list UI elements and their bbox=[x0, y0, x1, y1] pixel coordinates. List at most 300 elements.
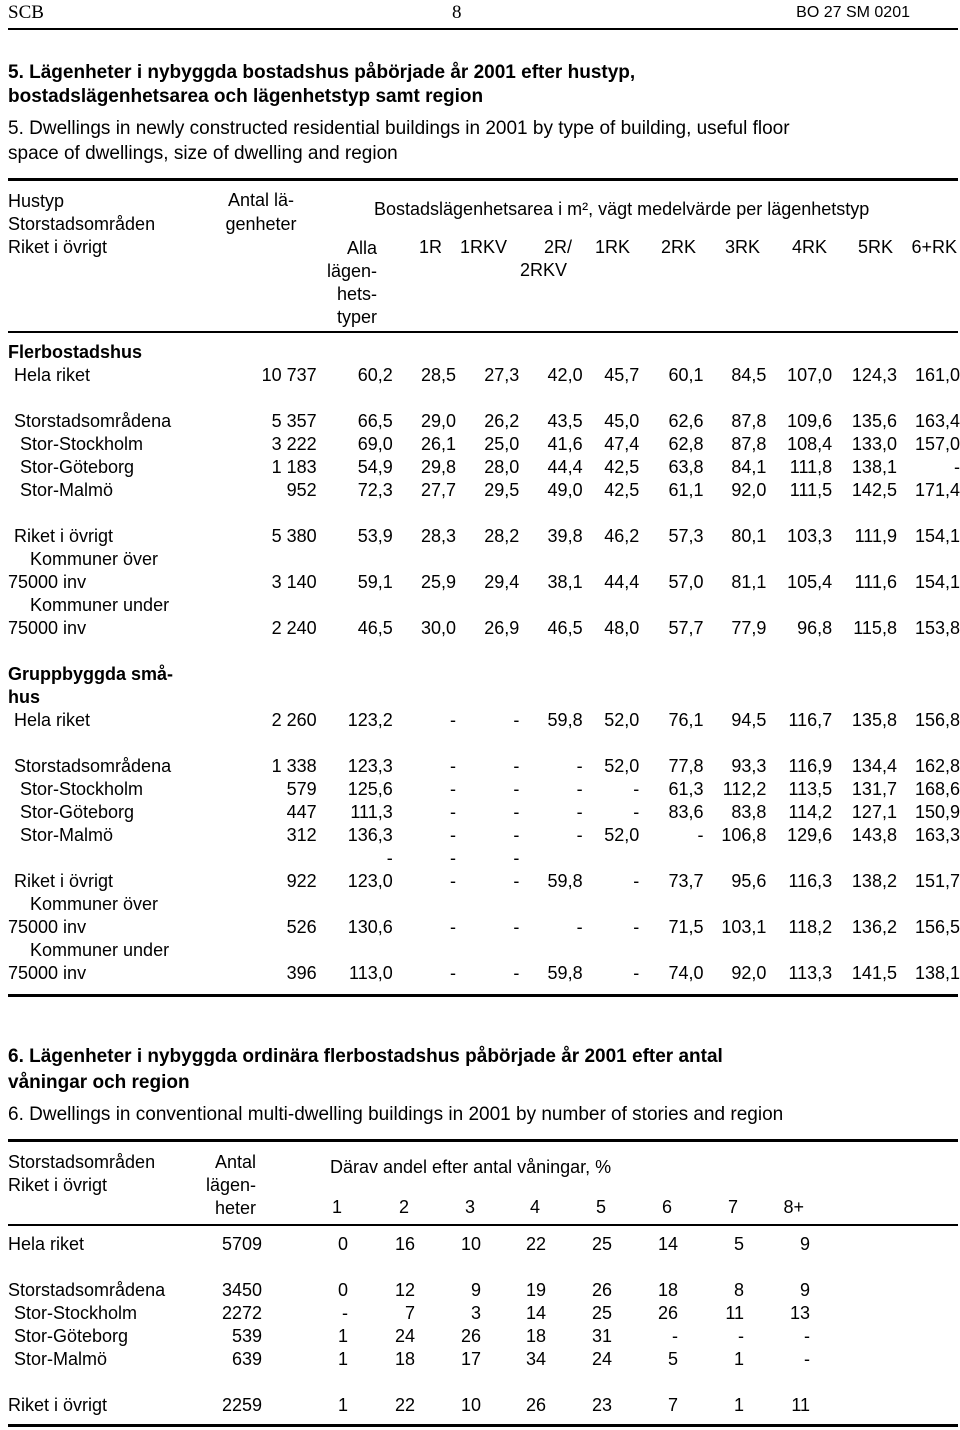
table6-title-sv-1: 6. Lägenheter i nybyggda ordinära flerbostadshus påbörjade år 2001 efter antal bbox=[8, 1046, 723, 1067]
table5-type-6: 4RK bbox=[791, 237, 827, 257]
table-cell bbox=[519, 640, 582, 663]
table-cell: 162,8 bbox=[914, 756, 960, 776]
table-cell bbox=[348, 1371, 415, 1394]
table-cell: 77,9 bbox=[731, 618, 767, 638]
table-cell bbox=[481, 1256, 546, 1279]
table-cell: 157,0 bbox=[914, 434, 960, 454]
table-cell bbox=[393, 548, 456, 571]
table-cell bbox=[766, 341, 832, 364]
table-cell: 105,4 bbox=[787, 572, 833, 592]
table-cell: 111,3 bbox=[350, 802, 393, 822]
table-cell: 1 bbox=[733, 1395, 744, 1415]
table-cell bbox=[583, 732, 640, 755]
table-cell: - bbox=[633, 917, 640, 937]
table-cell bbox=[583, 594, 640, 617]
table-row bbox=[8, 1371, 810, 1394]
table-cell: 151,7 bbox=[914, 871, 960, 891]
table-cell bbox=[704, 893, 767, 916]
table-cell: 74,0 bbox=[668, 963, 704, 983]
table5-title-sv-1: 5. Lägenheter i nybyggda bostadshus påbörjade år 2001 efter hustyp, bbox=[8, 62, 636, 83]
table-cell bbox=[583, 893, 640, 916]
table-row bbox=[8, 801, 960, 824]
table-row bbox=[8, 847, 960, 870]
table-cell: 63,8 bbox=[668, 457, 704, 477]
table-cell: 10 737 bbox=[261, 365, 317, 385]
table-cell bbox=[456, 686, 519, 709]
table-cell: 44,4 bbox=[604, 572, 640, 592]
table-cell: 131,7 bbox=[851, 779, 897, 799]
table-cell: 123,0 bbox=[347, 871, 393, 891]
table-cell bbox=[832, 939, 897, 962]
table-cell bbox=[897, 939, 960, 962]
table-cell: 154,1 bbox=[914, 572, 960, 592]
table-cell: 62,8 bbox=[668, 434, 704, 454]
table6-head-share: Därav andel efter antal våningar, % bbox=[330, 1157, 612, 1177]
table5-type-2rkv: 2RKV bbox=[520, 260, 568, 280]
table-cell bbox=[639, 502, 703, 525]
table-cell bbox=[249, 939, 316, 962]
table-cell bbox=[639, 939, 703, 962]
table5-body bbox=[8, 341, 960, 985]
table-row bbox=[8, 686, 960, 709]
table5-head-antal: Antal lä- genheter bbox=[225, 190, 297, 234]
table-row bbox=[8, 433, 960, 456]
table-cell bbox=[456, 640, 519, 663]
table-cell: 76,1 bbox=[668, 710, 704, 730]
table-cell bbox=[704, 686, 767, 709]
table-cell: 52,0 bbox=[604, 710, 640, 730]
table-cell: 26,1 bbox=[420, 434, 457, 454]
table-cell: 12 bbox=[394, 1280, 415, 1300]
table-cell: 125,6 bbox=[347, 779, 393, 799]
row-label bbox=[8, 1371, 176, 1394]
table-cell bbox=[249, 594, 316, 617]
table5-type-7: 5RK bbox=[857, 237, 893, 257]
table-cell: 579 bbox=[286, 779, 317, 799]
table-cell: 109,6 bbox=[787, 411, 833, 431]
table-cell: 5 357 bbox=[271, 411, 317, 431]
table-cell: - bbox=[386, 848, 393, 868]
table-cell: 23 bbox=[591, 1395, 612, 1415]
table-cell: 9 bbox=[799, 1280, 810, 1300]
table-cell bbox=[897, 594, 960, 617]
row-label: Kommuner under bbox=[30, 595, 170, 615]
table-cell: 29,8 bbox=[420, 457, 457, 477]
table-cell: - bbox=[576, 756, 583, 776]
table-cell: 5 bbox=[733, 1234, 744, 1254]
table-cell bbox=[546, 1256, 612, 1279]
table-cell bbox=[393, 594, 456, 617]
table-cell: 8 bbox=[733, 1280, 744, 1300]
row-label: Flerbostadshus bbox=[8, 342, 143, 362]
table-cell: - bbox=[954, 457, 960, 477]
row-label: hus bbox=[8, 687, 41, 707]
row-label: Storstadsområdena bbox=[14, 411, 172, 431]
table-cell: 95,6 bbox=[731, 871, 767, 891]
table-cell bbox=[704, 502, 767, 525]
table-cell: 7 bbox=[667, 1395, 678, 1415]
table-cell bbox=[897, 548, 960, 571]
table-cell: 113,5 bbox=[788, 779, 833, 799]
table-cell bbox=[262, 1256, 348, 1279]
table-cell bbox=[415, 1371, 481, 1394]
table6-head-rule bbox=[8, 1224, 958, 1226]
table-cell: 111,6 bbox=[854, 572, 897, 592]
table-cell: 28,5 bbox=[420, 365, 457, 385]
table5-type-4: 2RK bbox=[660, 237, 696, 257]
table-cell: 18 bbox=[657, 1280, 678, 1300]
table-cell: 60,1 bbox=[668, 365, 704, 385]
table-cell bbox=[639, 663, 703, 686]
table-cell bbox=[832, 732, 897, 755]
table-cell: 59,8 bbox=[547, 871, 583, 891]
table-cell: 14 bbox=[525, 1303, 546, 1323]
table-cell: - bbox=[576, 825, 583, 845]
row-label bbox=[8, 847, 249, 870]
table5-title-en-2: space of dwellings, size of dwelling and region bbox=[8, 143, 398, 164]
table-cell bbox=[317, 341, 393, 364]
table-cell bbox=[832, 663, 897, 686]
table-cell: 46,2 bbox=[604, 526, 640, 546]
table-cell bbox=[832, 594, 897, 617]
table-row bbox=[8, 640, 960, 663]
table-cell: 9 bbox=[799, 1234, 810, 1254]
table-cell: 16 bbox=[394, 1234, 415, 1254]
table5-type-2: 2R/ bbox=[543, 237, 572, 257]
table-cell: 59,1 bbox=[357, 572, 393, 592]
table6-floor-3: 4 bbox=[529, 1197, 540, 1217]
table6-floor-1: 2 bbox=[398, 1197, 409, 1217]
table-cell: - bbox=[513, 917, 520, 937]
table6-floor-6: 7 bbox=[727, 1197, 738, 1217]
table-cell: 92,0 bbox=[731, 480, 767, 500]
table-row bbox=[8, 916, 960, 939]
table-cell: - bbox=[738, 1326, 744, 1346]
table6-top-rule bbox=[8, 1139, 958, 1142]
row-label: Riket i övrigt bbox=[14, 526, 114, 546]
table-cell: 2 240 bbox=[271, 618, 317, 638]
table-cell: 29,5 bbox=[484, 480, 520, 500]
row-label: Storstadsområdena bbox=[14, 756, 172, 776]
table-row bbox=[8, 1256, 810, 1279]
table-cell bbox=[897, 686, 960, 709]
table-cell: 136,2 bbox=[851, 917, 897, 937]
row-label bbox=[8, 387, 249, 410]
table-row bbox=[8, 1302, 810, 1325]
table-cell: - bbox=[633, 963, 640, 983]
table-cell bbox=[456, 387, 519, 410]
table5-grid bbox=[8, 341, 960, 985]
table5-type-0: 1R bbox=[418, 237, 442, 257]
table-cell: - bbox=[513, 825, 520, 845]
table-cell bbox=[415, 1256, 481, 1279]
table-cell: 93,3 bbox=[731, 756, 767, 776]
table-cell bbox=[519, 893, 582, 916]
table-cell: - bbox=[450, 779, 457, 799]
table-cell: 539 bbox=[231, 1326, 262, 1346]
table-cell: 103,3 bbox=[787, 526, 833, 546]
table-cell: 113,3 bbox=[788, 963, 833, 983]
table-cell: 143,8 bbox=[851, 825, 897, 845]
table-cell: 77,8 bbox=[668, 756, 704, 776]
table-cell: 60,2 bbox=[357, 365, 393, 385]
table-cell: 138,2 bbox=[851, 871, 897, 891]
row-label: Stor-Malmö bbox=[20, 825, 114, 845]
table-cell bbox=[897, 732, 960, 755]
table-cell bbox=[704, 847, 767, 870]
table-cell: 1 bbox=[337, 1326, 348, 1346]
table-cell: 922 bbox=[286, 871, 317, 891]
table-cell: - bbox=[576, 779, 583, 799]
table-cell bbox=[897, 341, 960, 364]
table-cell: 25,9 bbox=[420, 572, 457, 592]
row-label: Kommuner över bbox=[30, 894, 159, 914]
table-row bbox=[8, 387, 960, 410]
table-cell: 72,3 bbox=[357, 480, 393, 500]
table-cell: - bbox=[672, 1326, 678, 1346]
table-cell bbox=[639, 594, 703, 617]
table-cell: 107,0 bbox=[787, 365, 833, 385]
table-cell bbox=[704, 341, 767, 364]
table-cell: 49,0 bbox=[547, 480, 583, 500]
table-cell: 31 bbox=[591, 1326, 612, 1346]
table-cell: 113,0 bbox=[349, 963, 393, 983]
table-cell bbox=[766, 640, 832, 663]
table-cell bbox=[639, 341, 703, 364]
table-cell: 27,7 bbox=[420, 480, 457, 500]
table-row bbox=[8, 939, 960, 962]
table-cell bbox=[393, 939, 456, 962]
table-cell bbox=[897, 387, 960, 410]
row-label: Stor-Stockholm bbox=[20, 779, 144, 799]
table-cell: 73,7 bbox=[668, 871, 704, 891]
table-cell: 57,7 bbox=[668, 618, 704, 638]
table-cell bbox=[456, 939, 519, 962]
table5-type-3: 1RK bbox=[594, 237, 630, 257]
table-cell: - bbox=[513, 963, 520, 983]
table-cell: 46,5 bbox=[357, 618, 393, 638]
table-row bbox=[8, 1325, 810, 1348]
table-cell: 136,3 bbox=[347, 825, 393, 845]
table-cell: 135,6 bbox=[851, 411, 897, 431]
row-label: Stor-Stockholm bbox=[20, 434, 144, 454]
row-label bbox=[8, 732, 249, 755]
table-cell bbox=[897, 847, 960, 870]
table-cell bbox=[456, 732, 519, 755]
table-cell bbox=[583, 387, 640, 410]
table-cell bbox=[456, 594, 519, 617]
table-cell: 66,5 bbox=[357, 411, 393, 431]
table-cell: 22 bbox=[394, 1395, 415, 1415]
table-cell bbox=[897, 893, 960, 916]
table-cell bbox=[317, 502, 393, 525]
table-cell bbox=[456, 663, 519, 686]
table-cell bbox=[249, 341, 316, 364]
row-label: Stor-Göteborg bbox=[20, 802, 135, 822]
table-cell: 123,2 bbox=[347, 710, 393, 730]
table-cell: - bbox=[697, 825, 704, 845]
table-cell bbox=[519, 594, 582, 617]
table6-title-sv-2: våningar och region bbox=[8, 1072, 190, 1093]
table-cell: 9 bbox=[470, 1280, 481, 1300]
table-row bbox=[8, 617, 960, 640]
table-cell bbox=[317, 594, 393, 617]
table-cell: 29,0 bbox=[420, 411, 457, 431]
table-cell bbox=[678, 1256, 744, 1279]
table-cell: - bbox=[804, 1326, 810, 1346]
table-cell bbox=[832, 847, 897, 870]
table-cell: - bbox=[450, 917, 457, 937]
table-cell bbox=[393, 686, 456, 709]
table-cell bbox=[639, 847, 703, 870]
table-cell bbox=[766, 686, 832, 709]
row-label: Stor-Stockholm bbox=[14, 1303, 138, 1323]
table-cell: 526 bbox=[286, 917, 317, 937]
table5-type-5: 3RK bbox=[724, 237, 760, 257]
table-cell bbox=[583, 341, 640, 364]
table-cell: 81,1 bbox=[731, 572, 767, 592]
table-cell bbox=[317, 893, 393, 916]
table-cell bbox=[519, 732, 582, 755]
table-row bbox=[8, 456, 960, 479]
table-cell: 1 bbox=[337, 1395, 348, 1415]
table-cell bbox=[766, 502, 832, 525]
table-cell: - bbox=[576, 802, 583, 822]
table-cell bbox=[612, 1256, 678, 1279]
table-cell: 44,4 bbox=[547, 457, 583, 477]
table5-head-alla: Alla lägen- hets- typer bbox=[326, 238, 377, 327]
table-cell bbox=[583, 663, 640, 686]
table-cell: 28,2 bbox=[484, 526, 520, 546]
table6-bottom-rule bbox=[8, 1424, 958, 1427]
table-cell: 18 bbox=[394, 1349, 415, 1369]
table-cell bbox=[583, 640, 640, 663]
table-cell bbox=[176, 1256, 262, 1279]
table-row bbox=[8, 1394, 810, 1417]
table-cell: - bbox=[342, 1303, 348, 1323]
table-cell: 28,3 bbox=[420, 526, 457, 546]
table-cell: 92,0 bbox=[731, 963, 767, 983]
table-cell: 156,5 bbox=[914, 917, 960, 937]
table-cell: 69,0 bbox=[357, 434, 393, 454]
table-cell: 42,5 bbox=[604, 457, 640, 477]
table-cell bbox=[249, 548, 316, 571]
table-cell: 2 260 bbox=[271, 710, 317, 730]
table-cell: 94,5 bbox=[731, 710, 767, 730]
table5-title-sv-2: bostadslägenhetsarea och lägenhetstyp samt region bbox=[8, 86, 484, 107]
table-cell bbox=[519, 847, 582, 870]
table-cell: 141,5 bbox=[851, 963, 897, 983]
row-label bbox=[8, 1256, 176, 1279]
table-cell bbox=[317, 640, 393, 663]
row-label: Stor-Malmö bbox=[14, 1349, 108, 1369]
table-cell bbox=[639, 640, 703, 663]
table-cell: - bbox=[513, 756, 520, 776]
table-cell: 115,8 bbox=[853, 618, 897, 638]
table-cell: 26 bbox=[657, 1303, 678, 1323]
table-row bbox=[8, 502, 960, 525]
table-cell: - bbox=[513, 710, 520, 730]
table-row bbox=[8, 548, 960, 571]
table-cell: - bbox=[450, 963, 457, 983]
table-cell bbox=[704, 548, 767, 571]
table-cell bbox=[393, 663, 456, 686]
table-cell: 61,1 bbox=[668, 480, 704, 500]
table-cell bbox=[832, 387, 897, 410]
table-cell: 46,5 bbox=[547, 618, 583, 638]
table-cell bbox=[317, 387, 393, 410]
table-cell: 0 bbox=[337, 1234, 348, 1254]
table6-floor-7: 8+ bbox=[783, 1197, 804, 1217]
table-cell: - bbox=[450, 871, 457, 891]
table-cell bbox=[249, 502, 316, 525]
table-cell bbox=[766, 594, 832, 617]
table-cell: 57,0 bbox=[668, 572, 704, 592]
table-cell bbox=[393, 640, 456, 663]
table-cell bbox=[519, 663, 582, 686]
header-rule bbox=[8, 28, 958, 30]
table-cell: 312 bbox=[286, 825, 317, 845]
table-cell bbox=[393, 341, 456, 364]
table-cell: 5 bbox=[667, 1349, 678, 1369]
table-row bbox=[8, 663, 960, 686]
table-cell: - bbox=[513, 871, 520, 891]
table-row bbox=[8, 479, 960, 502]
table-cell bbox=[317, 663, 393, 686]
table-cell: 26,2 bbox=[484, 411, 520, 431]
table-cell bbox=[612, 1371, 678, 1394]
table6-title-en: 6. Dwellings in conventional multi-dwelling buildings in 2001 by number of stories and region bbox=[8, 1104, 784, 1125]
table5-head-area: Bostadslägenhetsarea i m², vägt medelvärde per lägenhetstyp bbox=[374, 199, 870, 219]
row-label: Kommuner under bbox=[30, 940, 170, 960]
table-cell: 42,0 bbox=[547, 365, 583, 385]
table-cell bbox=[704, 594, 767, 617]
table-cell: 111,5 bbox=[789, 480, 833, 500]
table-cell bbox=[704, 732, 767, 755]
table-cell bbox=[176, 1371, 262, 1394]
table-row bbox=[8, 962, 960, 985]
row-label: 75000 inv bbox=[8, 917, 87, 937]
table-row bbox=[8, 870, 960, 893]
table-cell: - bbox=[450, 848, 457, 868]
table-row bbox=[8, 525, 960, 548]
table6-floor-4: 5 bbox=[595, 1197, 606, 1217]
table-cell: 96,8 bbox=[797, 618, 833, 638]
table-cell: 129,6 bbox=[787, 825, 833, 845]
table-cell bbox=[639, 387, 703, 410]
table-cell: 25,0 bbox=[484, 434, 520, 454]
table-cell: 26 bbox=[460, 1326, 481, 1346]
table-cell: 103,1 bbox=[721, 917, 767, 937]
table-cell bbox=[639, 686, 703, 709]
table-cell: - bbox=[450, 756, 457, 776]
table-cell: 0 bbox=[337, 1280, 348, 1300]
table-cell bbox=[393, 893, 456, 916]
table-cell: - bbox=[450, 802, 457, 822]
table-cell: 62,6 bbox=[668, 411, 704, 431]
table-cell: - bbox=[450, 825, 457, 845]
table-cell: 61,3 bbox=[668, 779, 704, 799]
table-cell bbox=[897, 502, 960, 525]
table-cell: 42,5 bbox=[604, 480, 640, 500]
row-label: Kommuner över bbox=[30, 549, 159, 569]
table-cell: - bbox=[513, 848, 520, 868]
table-cell bbox=[766, 548, 832, 571]
table-cell bbox=[583, 939, 640, 962]
table-cell: 5709 bbox=[221, 1234, 262, 1254]
table-cell: 1 bbox=[733, 1349, 744, 1369]
row-label bbox=[8, 640, 249, 663]
